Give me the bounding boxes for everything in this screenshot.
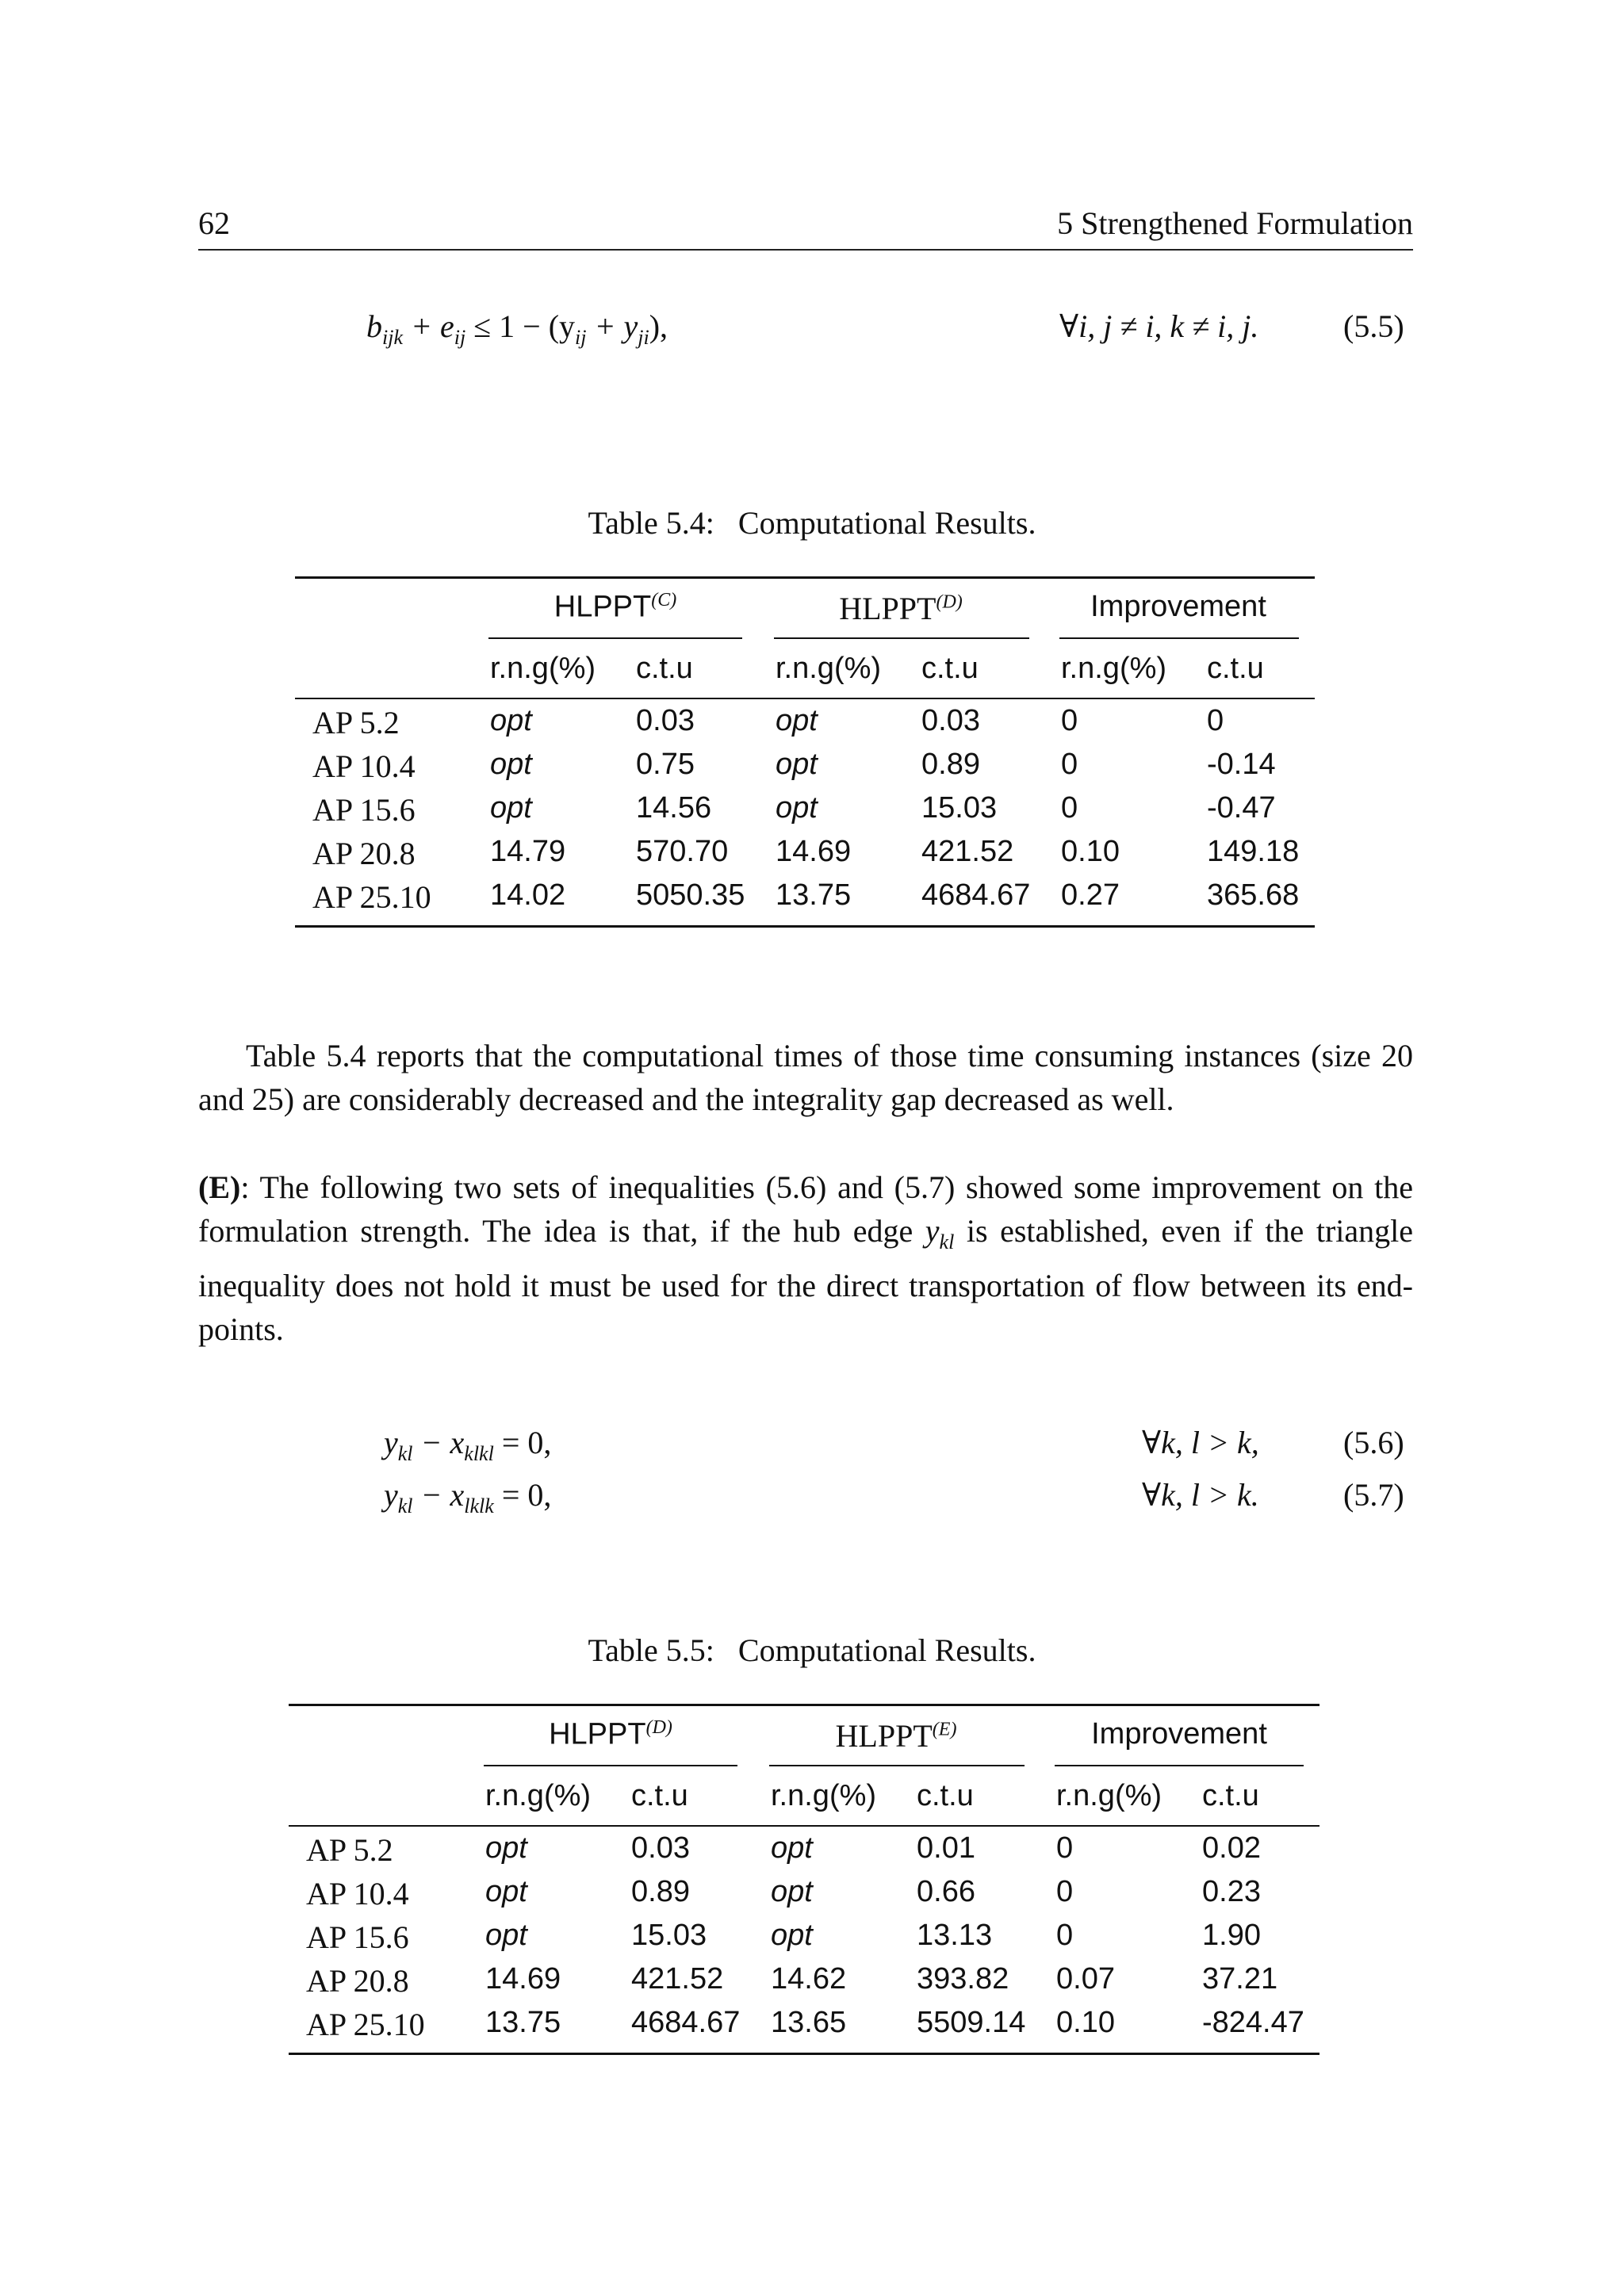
table-cell: 14.69 — [485, 1962, 561, 1996]
group-header-2 — [774, 590, 1028, 627]
table-cell: 365.68 — [1207, 878, 1300, 912]
subheader: r.n.g(%) — [776, 652, 882, 685]
row-label: AP 20.8 — [312, 836, 416, 871]
table-cell: 570.70 — [636, 835, 729, 868]
row-label: AP 20.8 — [306, 1963, 409, 1999]
group-underline — [1059, 637, 1299, 639]
equation-5-6-number: (5.6) — [1343, 1425, 1404, 1460]
group-name: Improvement — [1090, 590, 1266, 623]
subheader: r.n.g(%) — [771, 1779, 877, 1812]
table-cell: 14.62 — [771, 1962, 847, 1996]
group-sup: (D) — [936, 591, 963, 613]
table-cell: -0.14 — [1207, 748, 1276, 781]
equation-5-7 — [384, 1476, 551, 1518]
table-cell: 0.10 — [1056, 2006, 1115, 2039]
table-cell: 0 — [1207, 704, 1224, 737]
table-cell: opt — [485, 1831, 527, 1865]
table-5-4-caption — [0, 504, 1624, 541]
group-header-3 — [1055, 1717, 1304, 1751]
eq-term: − x — [412, 1425, 465, 1460]
row-label: AP 10.4 — [312, 748, 416, 784]
table-cell: opt — [776, 748, 818, 781]
table-cell: 0.27 — [1061, 878, 1120, 912]
table-cell: opt — [771, 1831, 813, 1865]
subheader: c.t.u — [917, 1779, 974, 1812]
table-cell: 0.89 — [631, 1875, 690, 1908]
running-header — [198, 205, 1413, 251]
subheader: r.n.g(%) — [1061, 652, 1167, 685]
eq-term: b — [366, 308, 382, 344]
table-cell: 0 — [1056, 1919, 1074, 1952]
table-cell: 0 — [1056, 1875, 1074, 1908]
table-cell: -824.47 — [1202, 2006, 1304, 2039]
table-cell: 14.56 — [636, 791, 712, 825]
group-underline — [484, 1765, 737, 1766]
paragraph-e — [198, 1165, 1413, 1351]
table-cell: 15.03 — [921, 791, 998, 825]
table-cell: 0.07 — [1056, 1962, 1115, 1996]
group-name: HLPPT — [549, 1717, 646, 1751]
table-cell: 0.01 — [917, 1831, 975, 1865]
table-cell: opt — [776, 791, 818, 825]
table-cell: opt — [771, 1875, 813, 1908]
subheader: r.n.g(%) — [1056, 1779, 1162, 1812]
equation-5-6-condition: ∀k, l > k, — [1142, 1425, 1259, 1460]
table-cell: 13.65 — [771, 2006, 847, 2039]
eq-sub: ijk — [382, 326, 403, 349]
caption-label: Table 5.5: — [588, 1632, 714, 1668]
eq-sub: kl — [397, 1494, 413, 1517]
subheader: c.t.u — [1202, 1779, 1259, 1812]
group-sup: (C) — [651, 590, 677, 610]
table-cell: 0.03 — [631, 1831, 690, 1865]
group-header-1 — [488, 590, 742, 625]
equation-5-7-number: (5.7) — [1343, 1477, 1404, 1513]
eq-sub: ij — [454, 326, 466, 349]
equation-5-5-number: (5.5) — [1343, 308, 1404, 344]
table-cell: 14.79 — [490, 835, 566, 868]
mid-rule — [289, 1825, 1320, 1827]
eq-term: + y — [586, 308, 638, 344]
group-header-2 — [769, 1717, 1023, 1755]
para-var: y — [925, 1213, 940, 1249]
subheader: r.n.g(%) — [485, 1779, 592, 1812]
table-cell: 15.03 — [631, 1919, 707, 1952]
para-text: : The following two sets of inequalities (5.6) and (5.7) showed some improvement on the formulation strength. The idea is that, if the hub edge — [198, 1169, 1413, 1249]
eq-term: + e — [403, 308, 454, 344]
eq-sub: lklk — [464, 1494, 494, 1517]
table-cell: 5509.14 — [917, 2006, 1026, 2039]
row-label: AP 5.2 — [306, 1832, 393, 1868]
table-cell: opt — [490, 704, 532, 737]
table-cell: 421.52 — [921, 835, 1014, 868]
table-cell: 4684.67 — [921, 878, 1031, 912]
table-cell: 393.82 — [917, 1962, 1009, 1996]
table-cell: 0.66 — [917, 1875, 975, 1908]
eq-term: ), — [649, 308, 668, 344]
table-cell: 0.03 — [636, 704, 695, 737]
eq-term: − x — [412, 1477, 465, 1513]
table-cell: 0 — [1061, 791, 1078, 825]
eq-term: = 0, — [493, 1425, 552, 1460]
subheader: c.t.u — [1207, 652, 1264, 685]
table-cell: opt — [490, 748, 532, 781]
caption-text: Computational Results. — [737, 505, 1036, 541]
row-label: AP 5.2 — [312, 705, 400, 740]
group-underline — [1055, 1765, 1304, 1766]
eq-sub: ji — [638, 326, 649, 349]
table-cell: 5050.35 — [636, 878, 745, 912]
table-cell: 0 — [1061, 704, 1078, 737]
group-name: HLPPT — [835, 1718, 933, 1754]
table-cell: 14.69 — [776, 835, 852, 868]
group-name: HLPPT — [839, 591, 936, 626]
eq-term: = 0, — [493, 1477, 552, 1513]
caption-label: Table 5.4: — [588, 505, 714, 541]
group-name: Improvement — [1091, 1717, 1267, 1751]
table-cell: 14.02 — [490, 878, 566, 912]
eq-term: y — [384, 1425, 398, 1460]
page-number: 62 — [198, 205, 230, 241]
caption-text: Computational Results. — [737, 1632, 1036, 1668]
eq-sub: klkl — [464, 1442, 494, 1465]
group-underline — [488, 637, 742, 639]
row-label: AP 25.10 — [306, 2007, 425, 2042]
bottom-rule — [295, 925, 1315, 928]
table-cell: opt — [485, 1919, 527, 1952]
equation-5-6 — [384, 1424, 551, 1466]
table-cell: -0.47 — [1207, 791, 1276, 825]
eq-sub: kl — [397, 1442, 413, 1465]
top-rule — [295, 576, 1315, 579]
paragraph-table-5-4: Table 5.4 reports that the computational times of those time consuming instances (size 20 and 25) are considerably decreased and the integrality gap decreased as well. — [198, 1038, 1413, 1117]
table-cell: 0.75 — [636, 748, 695, 781]
group-header-3 — [1059, 590, 1297, 624]
group-underline — [769, 1765, 1025, 1766]
table-cell: opt — [771, 1919, 813, 1952]
table-cell: 0.10 — [1061, 835, 1120, 868]
para-text: is established, even if the triangle inequality does not hold it must be used for the direct transportation of flow between its end-points. — [198, 1213, 1414, 1347]
eq-term: y — [384, 1477, 398, 1513]
table-5-5-caption — [0, 1632, 1624, 1669]
subheader: c.t.u — [921, 652, 979, 685]
row-label: AP 15.6 — [306, 1919, 409, 1955]
row-label: AP 10.4 — [306, 1876, 409, 1911]
group-sup: (E) — [932, 1719, 957, 1740]
row-label: AP 15.6 — [312, 792, 416, 828]
chapter-title: 5 Strengthened Formulation — [1057, 205, 1413, 241]
eq-term: ≤ 1 − (y — [465, 308, 576, 344]
table-cell: 0.89 — [921, 748, 980, 781]
top-rule — [289, 1704, 1320, 1706]
table-cell: opt — [485, 1875, 527, 1908]
para-bold-label: (E) — [198, 1169, 241, 1205]
table-cell: 0.03 — [921, 704, 980, 737]
table-cell: opt — [776, 704, 818, 737]
table-cell: 37.21 — [1202, 1962, 1278, 1996]
group-underline — [774, 637, 1029, 639]
table-cell: 149.18 — [1207, 835, 1300, 868]
para-var-sub: kl — [939, 1230, 955, 1253]
table-cell: 1.90 — [1202, 1919, 1261, 1952]
table-cell: 13.13 — [917, 1919, 993, 1952]
table-cell: 13.75 — [776, 878, 852, 912]
table-cell: 0.23 — [1202, 1875, 1261, 1908]
subheader: c.t.u — [631, 1779, 688, 1812]
equation-5-7-condition: ∀k, l > k. — [1142, 1477, 1259, 1513]
table-cell: 0 — [1061, 748, 1078, 781]
group-header-1 — [484, 1717, 737, 1752]
mid-rule — [295, 698, 1315, 699]
eq-sub: ij — [575, 326, 587, 349]
equation-5-5 — [366, 308, 668, 350]
row-label: AP 25.10 — [312, 879, 431, 915]
group-name: HLPPT — [553, 590, 652, 624]
subheader: c.t.u — [636, 652, 693, 685]
subheader: r.n.g(%) — [490, 652, 596, 685]
table-cell: 0.02 — [1202, 1831, 1261, 1865]
group-sup: (D) — [645, 1717, 672, 1738]
equation-5-5-condition: ∀i, j ≠ i, k ≠ i, j. — [1059, 308, 1259, 344]
table-cell: opt — [490, 791, 532, 825]
table-cell: 13.75 — [485, 2006, 561, 2039]
table-cell: 4684.67 — [631, 2006, 741, 2039]
bottom-rule — [289, 2053, 1320, 2055]
table-cell: 421.52 — [631, 1962, 724, 1996]
table-cell: 0 — [1056, 1831, 1074, 1865]
